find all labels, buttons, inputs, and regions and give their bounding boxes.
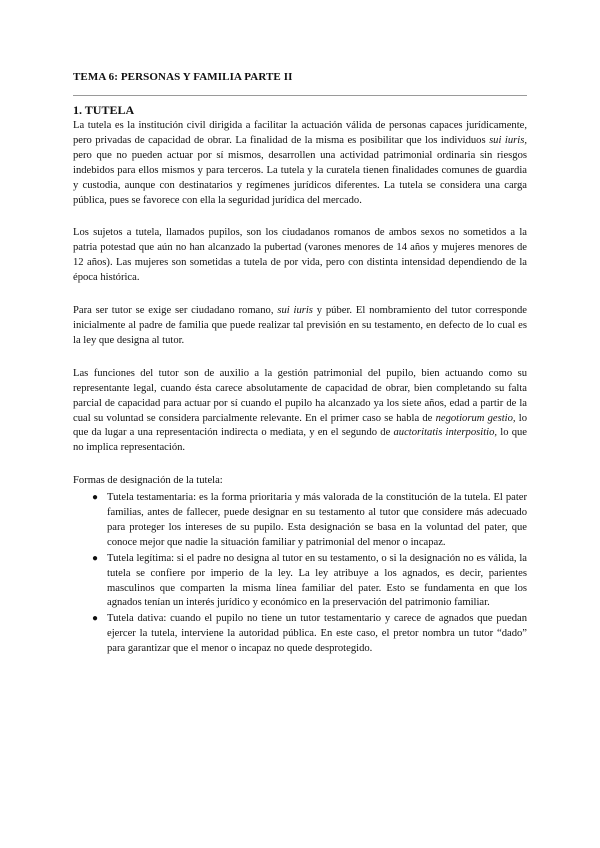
bullet-icon: ● [92,552,99,564]
document-title: TEMA 6: PERSONAS Y FAMILIA PARTE II [73,71,293,83]
bullet-icon: ● [92,492,99,504]
bullet-icon: ● [92,613,99,625]
paragraph-1: La tutela es la institución civil dirigida a facilitar la actuación válida de personas capaces jurídicamente, pero privadas de capacidad de obrar. La finalidad de la misma es posibilitar que los individuos sui iuris, pero que no pueden actuar por sí mismos, desarrollen una actividad patrimonial ordinaria sin riesgos indebidos para ellos mismos y para terceros. La tutela y la curatela tienen finalidades comunes de guardia y custodia, aunque con destinatarios y regímenes jurídicos diferentes. La tutela se considera una carga pública, pues se favorece con ella la seguridad jurídica del mercado. [73,120,527,206]
paragraph-4: Las funciones del tutor son de auxilio a la gestión patrimonial del pupilo, bien actuando como su representante legal, cuando ésta carece absolutamente de capacidad de obrar, bien completando su falta parcial de capacidad para actuar por sí cuando el pupilo ha alcanzado ya los siete años, edad a partir de la cual su voluntad se considera parcialmente relevante. En el primer caso se habla de negotiorum gestio, lo que da lugar a una representación indirecta o mediata, y en el segundo de auctoritatis interpositio, lo que no implica representación. [73,367,528,454]
paragraph-2: Los sujetos a tutela, llamados pupilos, son los ciudadanos romanos de ambos sexos no sometidos a la patria potestad que aún no han alcanzado la pubertad (varones menores de 14 años y mujeres menores de 12 años). Las mujeres son sometidas a tutela de por vida, pero con distinta intensidad dependiendo de la época histórica. [73,227,527,284]
list-intro: Formas de designación de la tutela: [73,475,223,487]
section-heading: 1. TUTELA [73,103,135,117]
list-item: ● Tutela dativa: cuando el pupilo no tiene un tutor testamentario y carece de agnados que puedan ejercer la tutela, interviene la autoridad pública. En este caso, el pretor nombra un tutor “dado” para garantizar que el menor o incapaz no quede desprotegido. [92,613,527,655]
designation-list [90,491,527,657]
document-page [73,70,527,658]
list-item: ● Tutela testamentaria: es la forma prioritaria y más valorada de la constitución de la tutela. El pater familias, antes de fallecer, puede designar en su testamento al tutor que considere más adecuado para proteger los intereses de su pupilo. Esta designación se basa en la voluntad del pater, que conoce mejor que nadie la situación familiar y patrimonial del menor o incapaz. [92,492,527,548]
paragraph-3: Para ser tutor se exige ser ciudadano romano, sui iuris y púber. El nombramiento del tutor corresponde inicialmente al padre de familia que puede realizar tal previsión en su testamento, en defecto de lo cual es la ley que designa al tutor. [73,305,527,346]
title-divider [73,95,527,96]
list-item: ● Tutela legítima: si el padre no designa al tutor en su testamento, o si la designación no es válida, la tutela se confiere por imperio de la ley. La ley atribuye a los agnados, es decir, parientes masculinos que comparten la misma línea familiar del pater. Esto se fundamenta en que los agnados tenían un interés jurídico y económico en la preservación del patrimonio familiar. [92,552,527,609]
